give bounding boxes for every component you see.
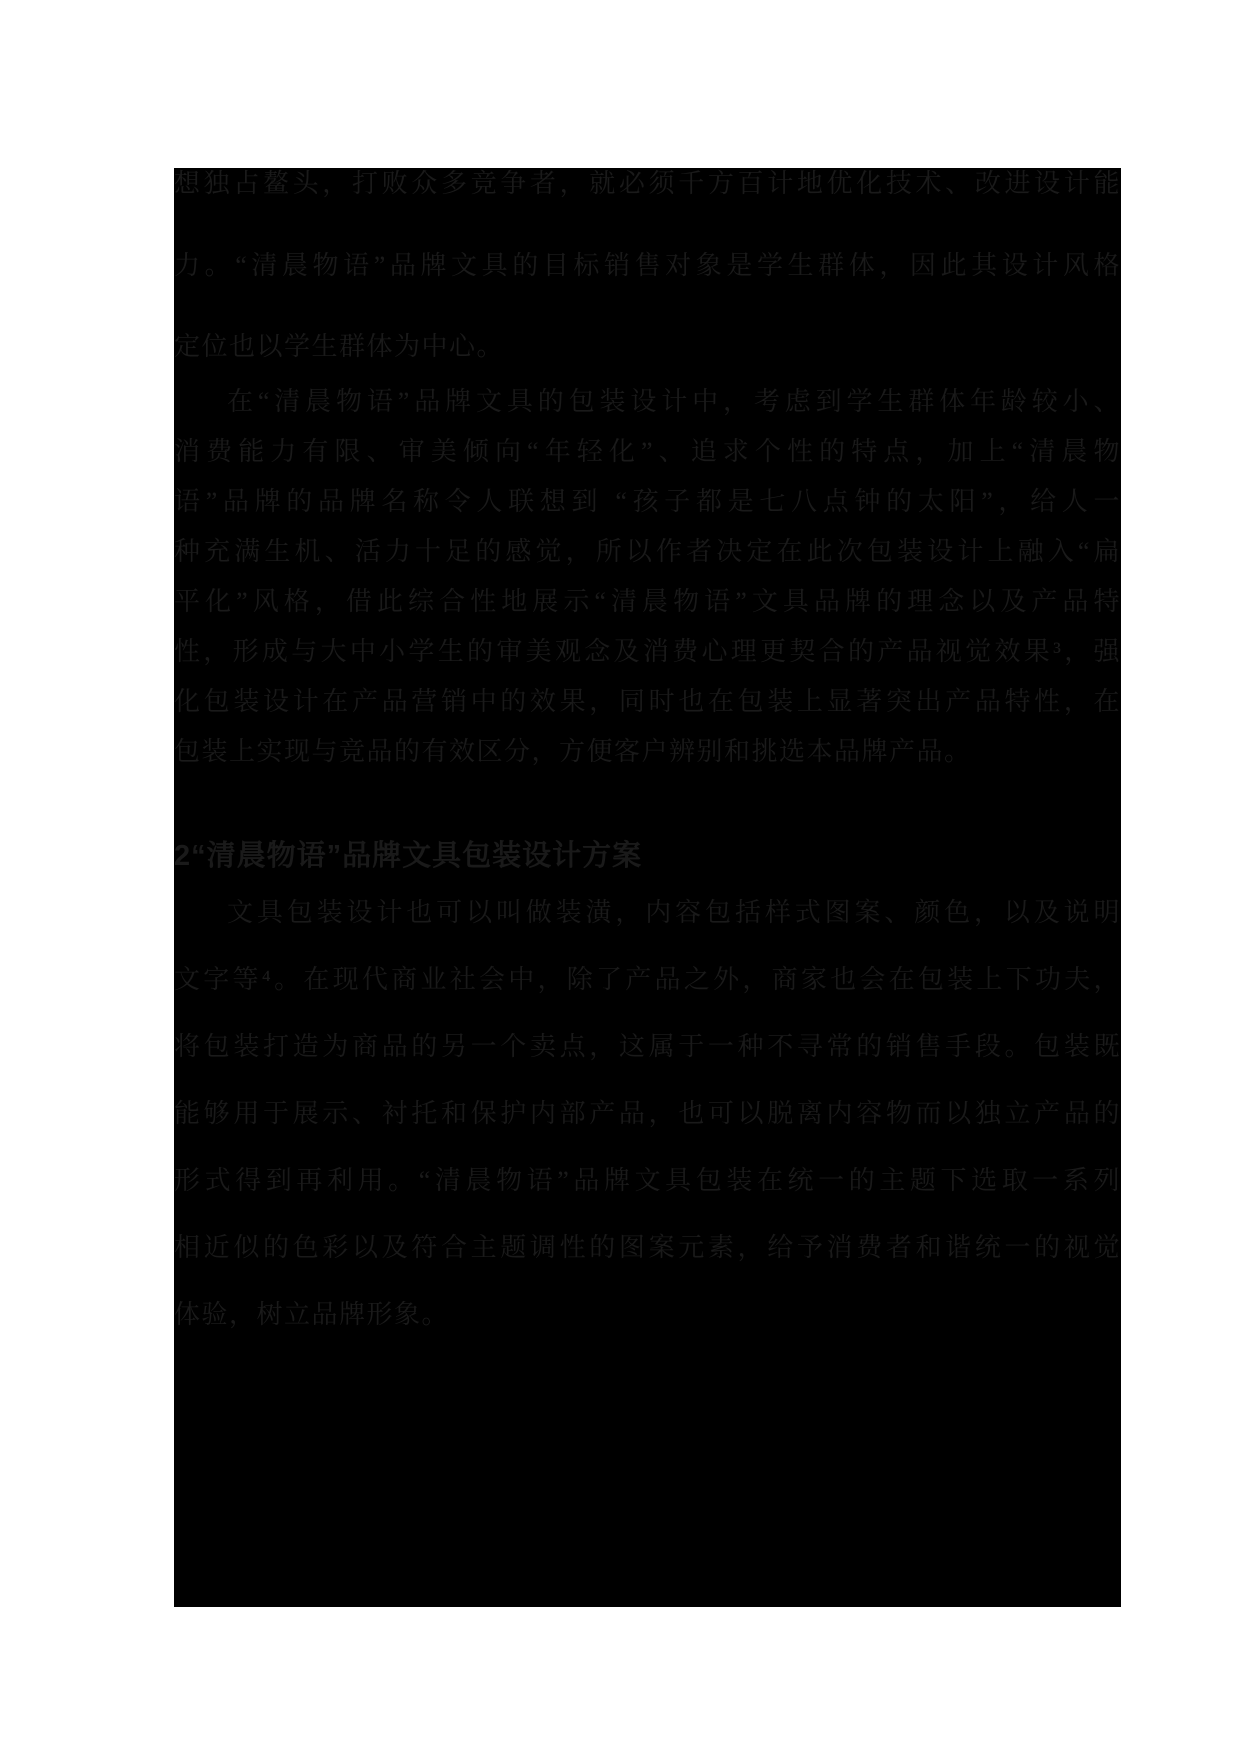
paragraph-intro [174, 143, 1121, 388]
text-line: 化包装设计在产品营销中的效果，同时也在包装上显著突出产品特性，在 [174, 687, 1121, 716]
text-line: 平化”风格，借此综合性地展示“清晨物语”文具品牌的理念以及产品特 [174, 587, 1121, 616]
section-heading: 2“清晨物语”品牌文具包装设计方案 [174, 840, 643, 872]
text-line: 文具包装设计也可以叫做装潢，内容包括样式图案、颜色，以及说明 [227, 898, 1121, 927]
text-line: 相近似的色彩以及符合主题调性的图案元素，给予消费者和谐统一的视觉 [174, 1233, 1121, 1262]
paragraph-packaging-design [174, 377, 1121, 777]
text-line: 种充满生机、活力十足的感觉，所以作者决定在此次包装设计上融入“扁 [174, 537, 1121, 566]
text-line: 包装上实现与竞品的有效区分，方便客户辨别和挑选本品牌产品。 [174, 737, 972, 766]
text-line: 消费能力有限、审美倾向“年轻化”、追求个性的特点，加上“清晨物 [174, 437, 1121, 466]
text-line: 文字等⁴。在现代商业社会中，除了产品之外，商家也会在包装上下功夫， [174, 965, 1121, 994]
text-line: 定位也以学生群体为中心。 [174, 332, 505, 361]
text-line: 能够用于展示、衬托和保护内部产品，也可以脱离内容物而以独立产品的 [174, 1099, 1121, 1128]
text-line: 语”品牌的品牌名称令人联想到 “孩子都是七八点钟的太阳”，给人一 [174, 487, 1121, 516]
paragraph-design-scheme [174, 879, 1121, 1348]
text-line: 体验，树立品牌形象。 [174, 1300, 450, 1329]
text-line: 想独占鳌头，打败众多竞争者，就必须千方百计地优化技术、改进设计能 [174, 169, 1121, 198]
text-line: 性，形成与大中小学生的审美观念及消费心理更契合的产品视觉效果³，强 [174, 637, 1121, 666]
text-line: 形式得到再利用。“清晨物语”品牌文具包装在统一的主题下选取一系列 [174, 1166, 1121, 1195]
text-line: 将包装打造为商品的另一个卖点，这属于一种不寻常的销售手段。包装既 [174, 1032, 1121, 1061]
text-line: 在“清晨物语”品牌文具的包装设计中，考虑到学生群体年龄较小、 [227, 387, 1121, 416]
text-line: 力。“清晨物语”品牌文具的目标销售对象是学生群体，因此其设计风格 [174, 250, 1121, 280]
